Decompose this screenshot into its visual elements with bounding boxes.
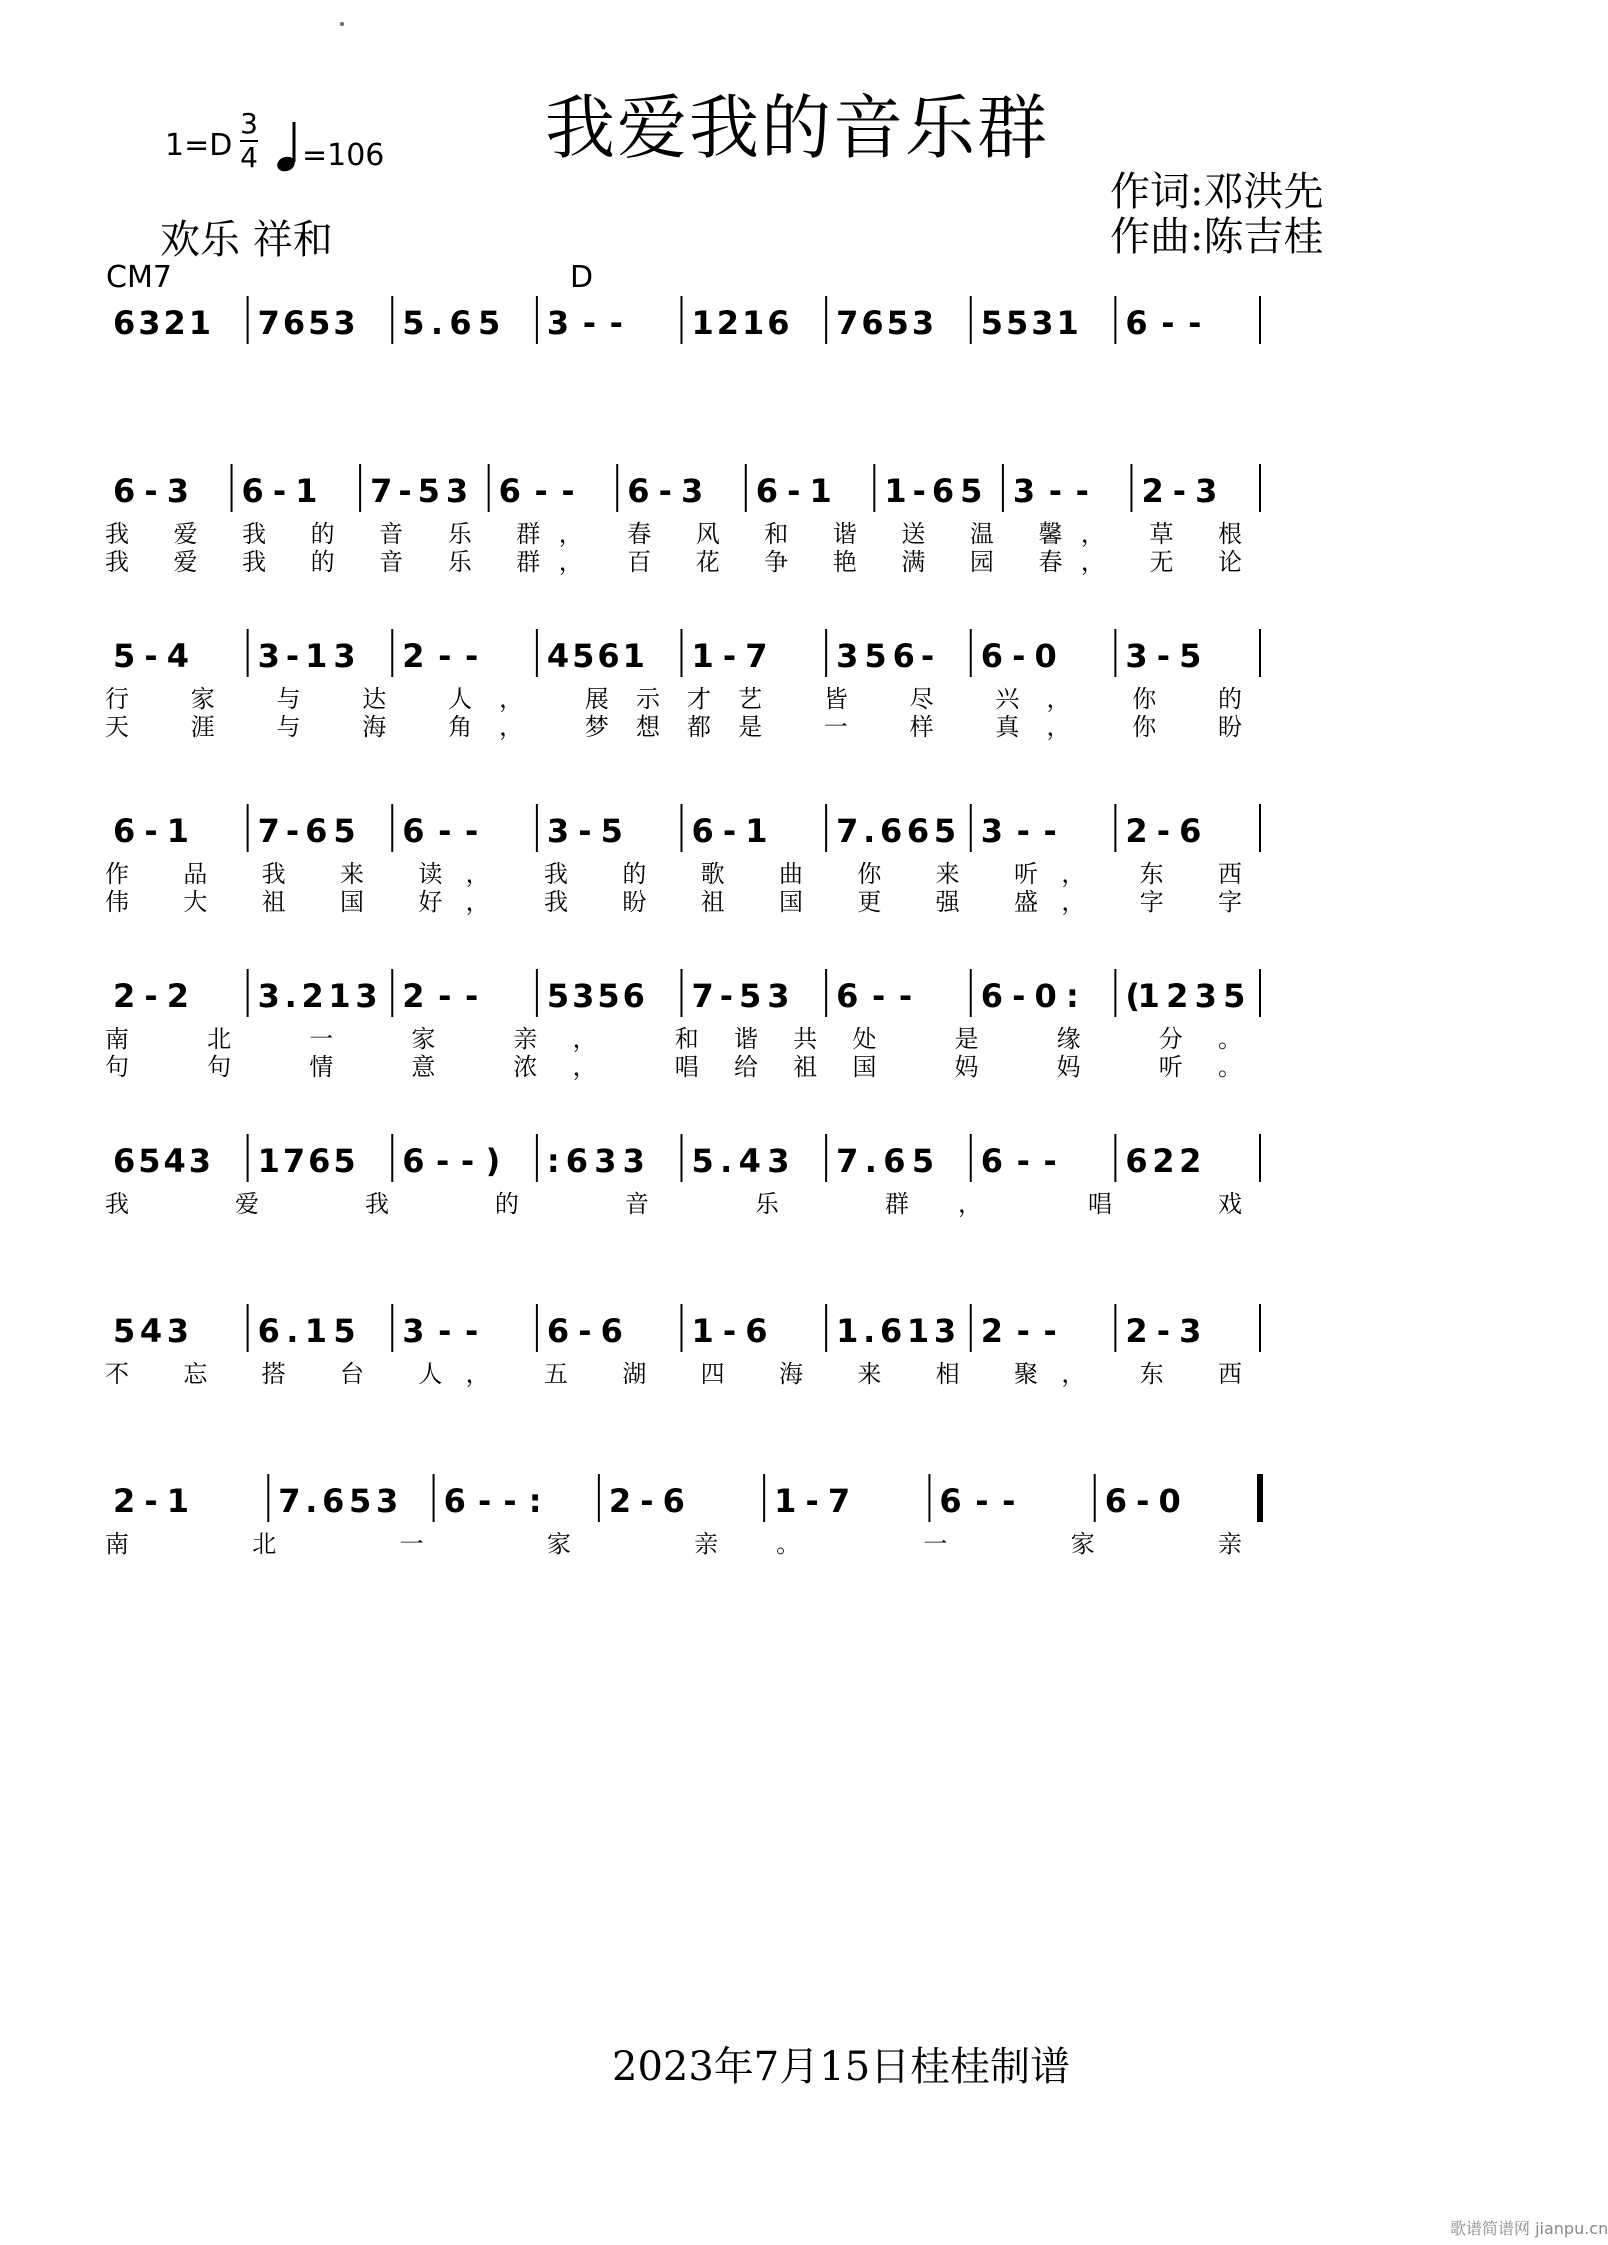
score-row — [113, 296, 1260, 344]
lyric-line: 南 北 一 家 亲。 一 家 亲 — [105, 1530, 1242, 1558]
lyric-line: 作 品 我 来 读， 我 的 歌 曲 你 来 听， 东 西 — [105, 860, 1242, 888]
measure-notes: 6 - 6 — [546, 1312, 623, 1350]
tempo-marking: =106 — [302, 138, 385, 173]
measure-notes: 3 - - — [1012, 472, 1089, 510]
measure-notes: 2 - - — [980, 1312, 1057, 1350]
measure-notes: 1 - 6 — [691, 1312, 768, 1350]
lyric-line: 不 忘 搭 台 人， 五 湖 四 海 来 相 聚， 东 西 — [105, 1360, 1242, 1388]
measure-notes: 2 - 2 — [113, 977, 189, 1015]
measure-notes: 6 . 1 5 — [257, 1312, 356, 1350]
lyric-line: 我 爱 我 的 音 乐 群， 唱 戏 — [105, 1190, 1243, 1218]
measure-notes: 3 - 1 3 — [257, 637, 356, 675]
measure-notes: 3 . 2 1 3 — [257, 977, 378, 1015]
measure-notes: 6 - 1 — [691, 812, 768, 850]
lyric-line: 句 句 情 意 浓， 唱给祖国 妈 妈 听。 — [105, 1053, 1242, 1081]
measure-notes: 7 . 6 5 — [836, 1142, 935, 1180]
time-signature-top: 3 — [240, 107, 258, 140]
measure-notes: : 6 3 3 — [546, 1142, 645, 1180]
measure-notes: 1 2 1 6 — [691, 304, 790, 342]
measure-notes: 6 - - — [1125, 304, 1202, 342]
measure-notes: 1 . 6 1 3 — [836, 1312, 957, 1350]
watermark: 歌谱简谱网 jianpu.cn — [1450, 2219, 1608, 2238]
measure-notes: 7 . 6 5 3 — [278, 1482, 399, 1520]
mood-marking: 欢乐 祥和 — [160, 217, 333, 263]
measure-notes: 6 - 0 : — [980, 977, 1079, 1015]
measure-notes: 3 - - — [980, 812, 1057, 850]
lyric-line: 天 涯 与 海 角， 梦想都是 一 样 真， 你 盼 — [105, 713, 1242, 741]
chord-label: CM7 — [106, 260, 172, 295]
measure-notes: 5 5 3 1 — [980, 304, 1079, 342]
measure-notes: 1 - 6 5 — [884, 472, 983, 510]
measure-notes: 2 - - — [402, 977, 479, 1015]
score-row — [105, 1134, 1260, 1218]
composer-credit: 作曲:陈吉桂 — [1110, 214, 1324, 260]
score-row — [105, 969, 1260, 1081]
measure-notes: 6 - 1 — [113, 812, 189, 850]
measure-notes: 6 2 2 — [1125, 1142, 1202, 1180]
transcription-date: 2023年7月15日桂桂制谱 — [612, 2044, 1071, 2090]
measure-notes: 1 - 7 — [774, 1482, 851, 1520]
measure-notes: 3 - - — [402, 1312, 479, 1350]
measure-notes: 5 3 5 6 — [546, 977, 645, 1015]
measure-notes: 6 - - — [980, 1142, 1057, 1180]
measure-notes: 5 - 4 — [113, 637, 189, 675]
measure-notes: 6 - 1 — [241, 472, 318, 510]
measure-notes: 1 7 6 5 — [257, 1142, 356, 1180]
measure-notes: 2 - 6 — [608, 1482, 685, 1520]
measure-notes: 7 - 5 3 — [691, 977, 790, 1015]
key-signature: 1=D — [165, 128, 233, 163]
score-row — [105, 1304, 1260, 1388]
score-row — [105, 464, 1260, 576]
measure-notes: 3 - 5 — [546, 812, 623, 850]
measure-notes: 7 6 5 3 — [836, 304, 935, 342]
measure-notes: 1 - 7 — [691, 637, 768, 675]
measure-notes: 6 - 3 — [113, 472, 189, 510]
lyric-line: 南 北 一 家 亲， 和谐共处 是 缘 分。 — [105, 1025, 1242, 1053]
measure-notes: 6 - - — [939, 1482, 1016, 1520]
song-title: 我爱我的音乐群 — [545, 87, 1049, 169]
measure-notes: 3 5 6 - — [836, 637, 935, 675]
lyric-line: 我 爱 我 的 音 乐 群， 百 花 争 艳 满 园 春， 无 论 — [105, 548, 1242, 576]
measure-notes: 6 - - — [498, 472, 575, 510]
measure-notes: 2 - 6 — [1125, 812, 1202, 850]
lyric-line: 伟 大 祖 国 好， 我 盼 祖 国 更 强 盛， 字 字 — [105, 888, 1242, 916]
measure-notes: 6 - 0 — [1104, 1482, 1181, 1520]
measure-notes: 6 - - — [836, 977, 913, 1015]
measure-notes: 5 . 6 5 — [402, 304, 501, 342]
measure-notes: 6 - 0 — [980, 637, 1057, 675]
measure-notes: 6 - - : — [443, 1482, 542, 1520]
measure-notes: 2 - 1 — [113, 1482, 189, 1520]
lyricist-credit: 作词:邓洪先 — [1110, 169, 1324, 215]
score-row — [105, 629, 1260, 741]
measure-notes: 6 5 4 3 — [113, 1142, 211, 1180]
measure-notes: 6 - 3 — [627, 472, 704, 510]
measure-notes: 3 - 5 — [1125, 637, 1202, 675]
lyric-line: 我 爱 我 的 音 乐 群， 春 风 和 谐 送 温 馨， 草 根 — [105, 520, 1242, 548]
measure-notes: (1 2 3 5 — [1125, 977, 1246, 1015]
measure-notes: 4 5 6 1 — [546, 637, 645, 675]
measure-notes: 2 - 3 — [1125, 1312, 1202, 1350]
score-row — [105, 804, 1260, 916]
measure-notes: 2 - 3 — [1141, 472, 1218, 510]
measure-notes: 6 - - — [402, 812, 479, 850]
measure-notes: 6 - 1 — [755, 472, 832, 510]
measure-notes: 6 3 2 1 — [113, 304, 211, 342]
measure-notes: 5 4 3 — [113, 1312, 189, 1350]
measure-notes: 5 . 4 3 — [691, 1142, 790, 1180]
lyric-line: 行 家 与 达 人， 展示才艺 皆 尽 兴， 你 的 — [105, 685, 1242, 713]
measure-notes: 7 . 6 6 5 — [836, 812, 957, 850]
measure-notes: 6 - - ) — [402, 1142, 501, 1180]
time-signature-bottom: 4 — [240, 141, 258, 174]
measure-notes: 7 - 5 3 — [370, 472, 469, 510]
measure-notes: 3 - - — [546, 304, 623, 342]
measure-notes: 7 - 6 5 — [257, 812, 356, 850]
measure-notes: 7 6 5 3 — [257, 304, 356, 342]
measure-notes: 2 - - — [402, 637, 479, 675]
chord-label: D — [570, 260, 594, 295]
score-row — [105, 1474, 1260, 1558]
